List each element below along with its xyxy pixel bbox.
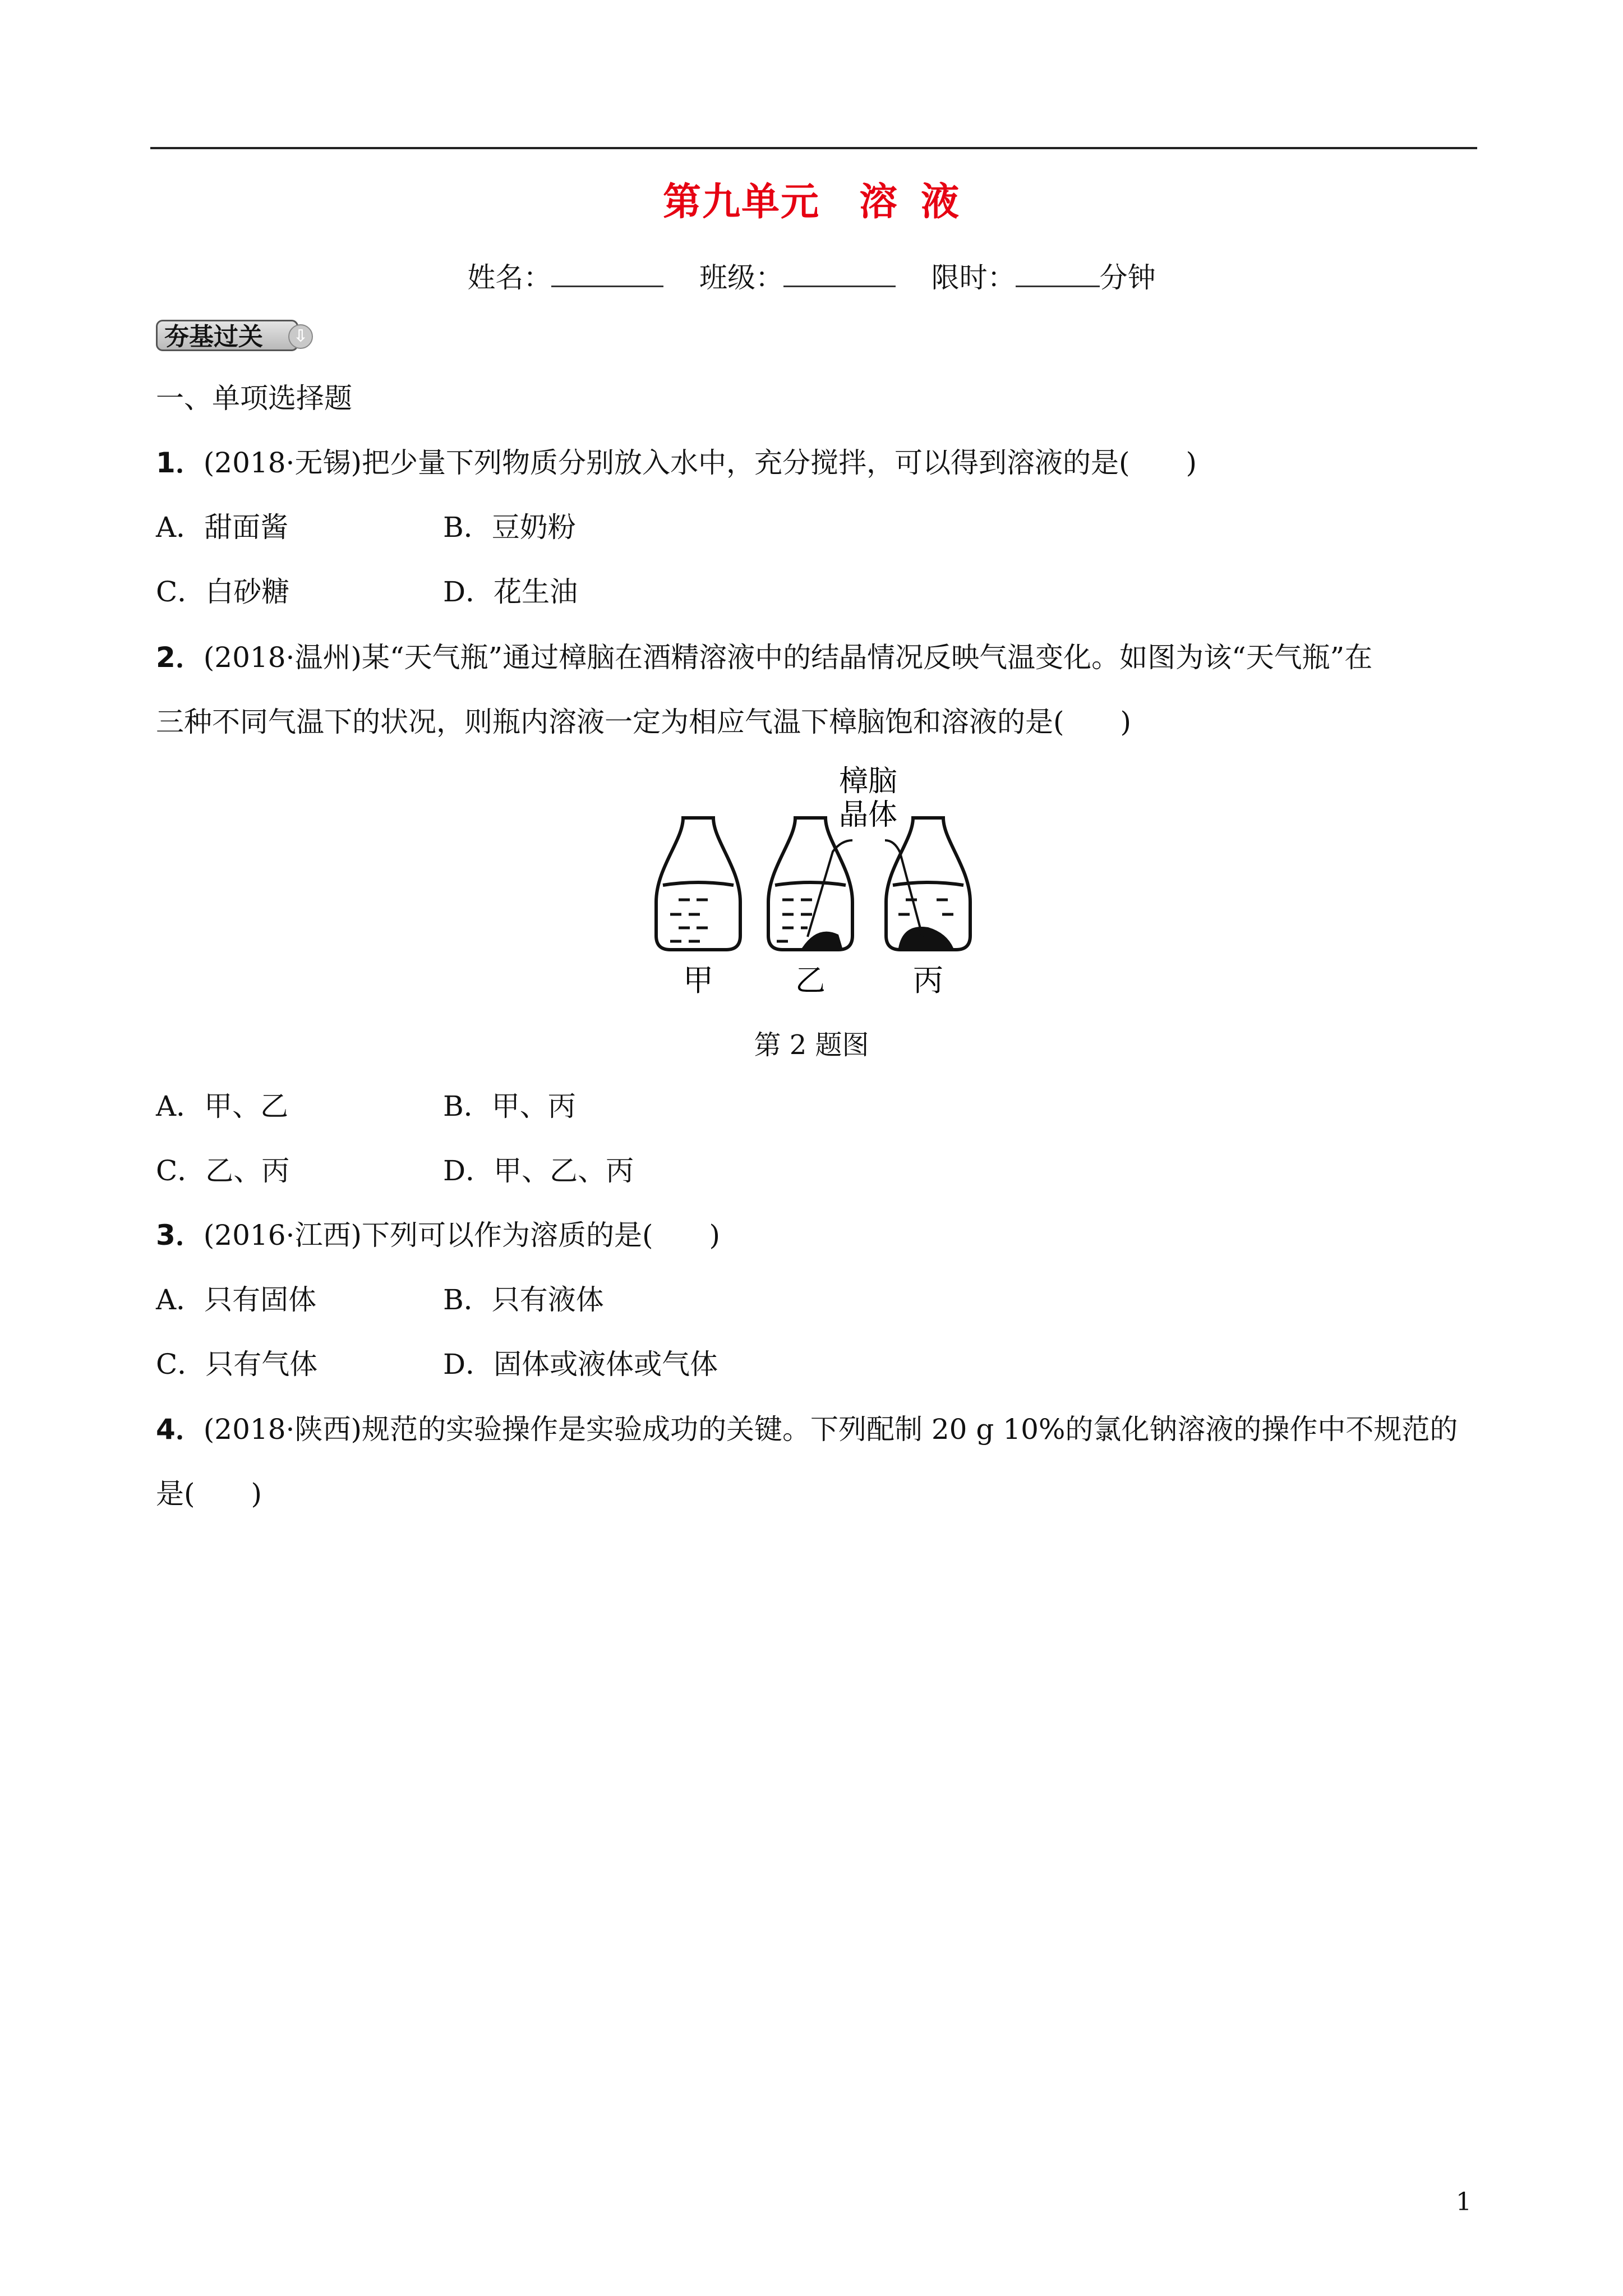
section-badge: 夯基过关	[156, 320, 298, 351]
class-label: 班级：	[699, 261, 783, 294]
title-word-2: 液	[921, 180, 961, 224]
question-2-option-d[interactable]: D．甲、乙、丙	[443, 1154, 634, 1187]
name-label: 姓名：	[467, 261, 552, 294]
question-4-number: 4	[156, 1413, 176, 1446]
question-2-stem: 2．(2018·温州)某“天气瓶”通过樟脑在酒精溶液中的结晶情况反映气温变化。如图为该“天气瓶”在	[156, 641, 1373, 674]
question-4-source: (2018·陕西)	[203, 1413, 362, 1446]
bottle-yi-liquid	[777, 900, 812, 941]
bottle-label-jia: 甲	[683, 963, 713, 997]
question-2-source: (2018·温州)	[203, 641, 362, 674]
question-1-number: 1	[156, 447, 176, 479]
question-1-stem: 1．(2018·无锡)把少量下列物质分别放入水中，充分搅拌，可以得到溶液的是( )	[156, 447, 1197, 479]
student-info-line	[0, 255, 1623, 296]
bottle-label-yi: 乙	[795, 963, 826, 997]
page-number: 1	[1456, 2188, 1472, 2216]
question-1-option-a[interactable]: A．甜面酱	[156, 511, 289, 544]
page-title	[0, 172, 1623, 226]
question-2-stem-line-2: 三种不同气温下的状况，则瓶内溶液一定为相应气温下樟脑饱和溶液的是( )	[156, 706, 1132, 738]
question-1-option-b[interactable]: B．豆奶粉	[443, 511, 576, 544]
figure-label-crystal: 晶体	[838, 798, 898, 832]
question-2-option-c[interactable]: C．乙、丙	[156, 1154, 290, 1187]
question-2-option-a[interactable]: A．甲、乙	[156, 1090, 289, 1122]
question-3-option-a[interactable]: A．只有固体	[156, 1283, 317, 1316]
title-unit: 第九单元	[662, 180, 820, 224]
bottle-bing-crystal	[898, 927, 953, 948]
question-3-number: 3	[156, 1219, 176, 1251]
question-2-number: 2	[156, 641, 176, 674]
question-3-option-d[interactable]: D．固体或液体或气体	[443, 1348, 718, 1381]
down-arrow-icon: ⇩	[288, 324, 313, 349]
question-1-source: (2018·无锡)	[203, 447, 362, 479]
title-word-1: 溶	[859, 180, 898, 224]
question-3-source: (2016·江西)	[203, 1219, 362, 1251]
figure-caption: 第 2 题图	[754, 1029, 869, 1061]
bottle-label-bing: 丙	[913, 963, 943, 997]
question-4-stem-line-2: 是( )	[156, 1478, 262, 1510]
question-1-option-d[interactable]: D．花生油	[443, 576, 578, 608]
section-heading: 一、单项选择题	[156, 382, 352, 415]
weather-bottle-figure	[639, 756, 998, 997]
question-4-stem: 4．(2018·陕西)规范的实验操作是实验成功的关键。下列配制 20 g 10%的氯化钠溶液的操作中不规范的	[156, 1413, 1458, 1446]
header-rule	[150, 147, 1477, 149]
time-unit: 分钟	[1099, 261, 1156, 294]
question-2-option-b[interactable]: B．甲、丙	[443, 1090, 576, 1122]
class-blank[interactable]	[783, 280, 896, 287]
name-blank[interactable]	[551, 280, 663, 287]
question-3-option-c[interactable]: C．只有气体	[156, 1348, 318, 1381]
bottle-jia-liquid	[670, 900, 708, 941]
time-blank[interactable]	[1016, 280, 1100, 287]
question-3-stem: 3．(2016·江西)下列可以作为溶质的是( )	[156, 1219, 720, 1251]
pointer-lines	[808, 840, 923, 937]
bottle-bing-liquid	[898, 900, 953, 914]
bottle-jia	[656, 818, 740, 950]
question-3-option-b[interactable]: B．只有液体	[443, 1283, 604, 1316]
question-1-option-c[interactable]: C．白砂糖	[156, 576, 290, 608]
figure-label-camphor: 樟脑	[838, 765, 898, 798]
time-limit-label: 限时：	[931, 261, 1016, 294]
